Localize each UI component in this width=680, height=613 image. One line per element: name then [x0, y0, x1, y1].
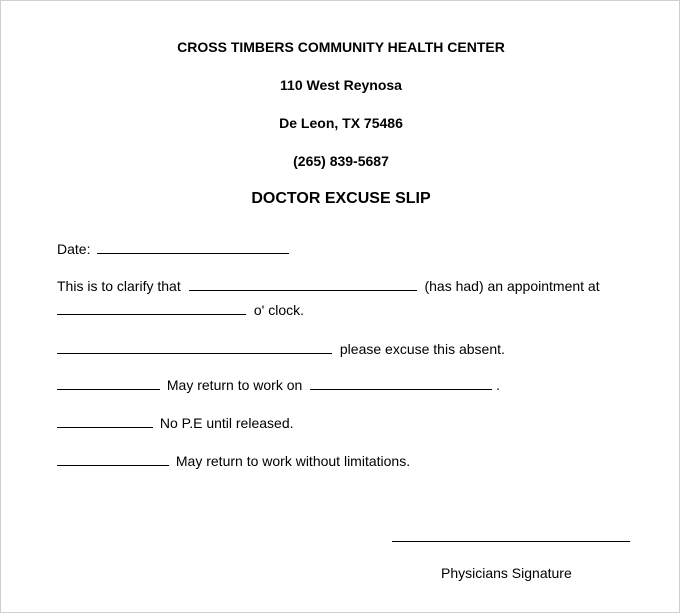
signature-line[interactable] — [392, 541, 630, 542]
no-limit-label: May return to work without limitations. — [175, 453, 411, 469]
return-date-blank[interactable] — [310, 378, 492, 390]
clarify-middle: (has had) an appointment at — [424, 278, 600, 294]
excuse-blank[interactable] — [57, 342, 332, 354]
no-pe-label: No P.E until released. — [159, 415, 294, 431]
no-limit-check-blank[interactable] — [57, 454, 169, 466]
no-limit-row — [57, 453, 410, 469]
clarify-prefix: This is to clarify that — [57, 278, 181, 294]
return-end: . — [496, 377, 500, 393]
return-label: May return to work on — [166, 377, 303, 393]
phone-number: (265) 839-5687 — [293, 153, 389, 169]
date-row — [57, 241, 289, 257]
excuse-suffix: please excuse this absent. — [339, 341, 505, 357]
patient-name-blank[interactable] — [189, 279, 417, 291]
excuse-row — [57, 341, 505, 357]
organization-name: CROSS TIMBERS COMMUNITY HEALTH CENTER — [177, 39, 505, 55]
return-row — [57, 377, 500, 393]
return-check-blank[interactable] — [57, 378, 160, 390]
time-blank[interactable] — [57, 303, 246, 315]
street-address: 110 West Reynosa — [280, 77, 402, 93]
no-pe-row — [57, 415, 294, 431]
signature-label: Physicians Signature — [441, 565, 572, 581]
document-title: DOCTOR EXCUSE SLIP — [251, 190, 431, 207]
no-pe-check-blank[interactable] — [57, 416, 153, 428]
date-blank[interactable] — [97, 242, 289, 254]
date-label: Date: — [57, 241, 91, 257]
clock-suffix: o' clock. — [253, 302, 305, 318]
city-state-zip: De Leon, TX 75486 — [279, 115, 403, 131]
clarify-row — [57, 278, 600, 294]
clock-row — [57, 302, 304, 318]
